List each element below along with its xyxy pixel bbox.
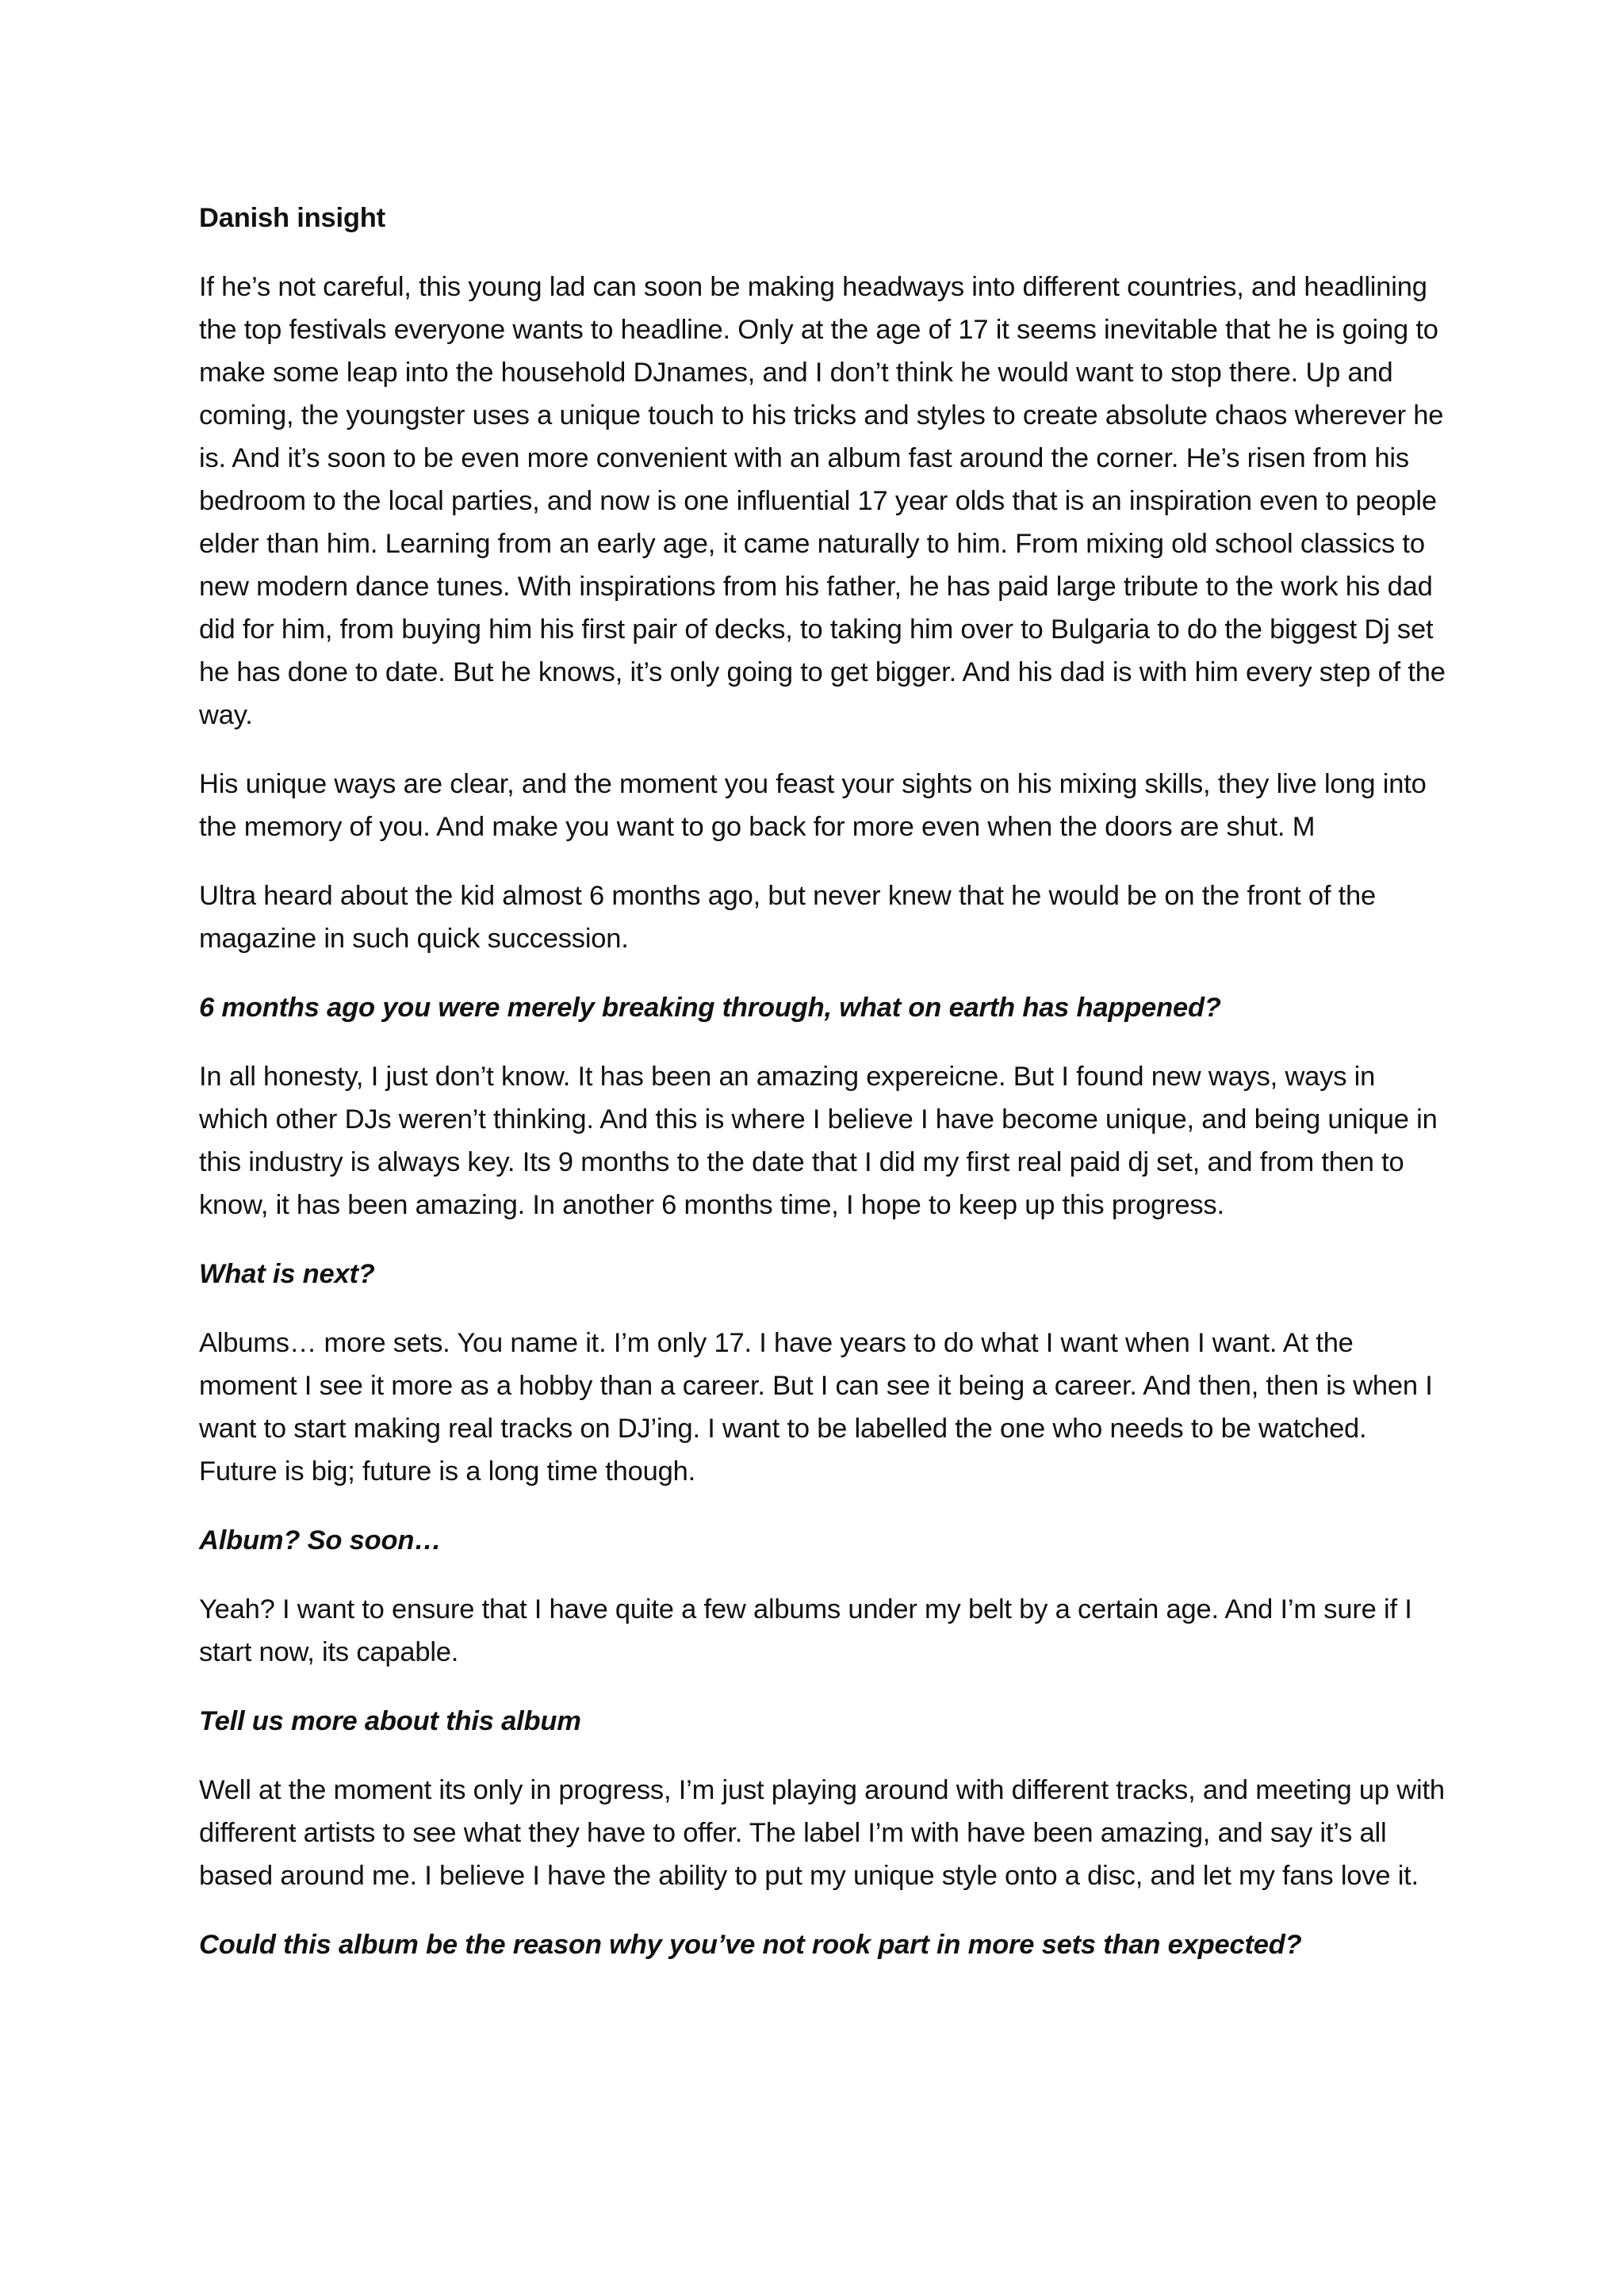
- intro-paragraph: If he’s not careful, this young lad can soon be making headways into different countries, and headlining the top festivals everyone wants to headline. Only at the age of 17 it seems inevitable that he is going to make some leap into the household DJnames, and I don’t think he would want to stop there. Up and coming, the youngster uses a unique touch to his tricks and styles to create absolute chaos wherever he is. And it’s soon to be even more convenient with an album fast around the corner. He’s risen from his bedroom to the local parties, and now is one influential 17 year olds that is an inspiration even to people elder than him. Learning from an early age, it came naturally to him. From mixing old school classics to new modern dance tunes. With inspirations from his father, he has paid large tribute to the work his dad did for him, from buying him his first pair of decks, to taking him over to Bulgaria to do the biggest Dj set he has done to date. But he knows, it’s only going to get bigger. And his dad is with him every step of the way.: [199, 272, 1446, 730]
- interview-answer: In all honesty, I just don’t know. It has been an amazing expereicne. But I found new ways, ways in which other DJs weren’t thinking. And this is where I believe I have become unique, and being unique in this industry is always key. Its 9 months to the date that I did my first real paid dj set, and from then to know, it has been amazing. In another 6 months time, I hope to keep up this progress.: [199, 1062, 1438, 1220]
- document-title: Danish insight: [199, 203, 385, 233]
- interview-answer: Yeah? I want to ensure that I have quite a few albums under my belt by a certain age. And I’m sure if I start now, its capable.: [199, 1594, 1412, 1667]
- interview-question: Could this album be the reason why you’ve not rook part in more sets than expected?: [199, 1930, 1302, 1960]
- interview-answer: Albums… more sets. You name it. I’m only 17. I have years to do what I want when I want. At the moment I see it more as a hobby than a career. But I can see it being a career. And then, then is when I want to start making real tracks on DJ’ing. I want to be labelled the one who needs to be watched. Future is big; future is a long time though.: [199, 1328, 1433, 1487]
- document-page: [199, 197, 1448, 1992]
- body-paragraph: His unique ways are clear, and the moment you feast your sights on his mixing skills, they live long into the memory of you. And make you want to go back for more even when the doors are shut. M: [199, 769, 1427, 842]
- interview-question: Tell us more about this album: [199, 1706, 581, 1736]
- interview-question: What is next?: [199, 1259, 375, 1289]
- interview-question: Album? So soon…: [199, 1525, 442, 1556]
- body-paragraph: Ultra heard about the kid almost 6 months ago, but never knew that he would be on the front of the magazine in such quick succession.: [199, 881, 1376, 954]
- interview-question: 6 months ago you were merely breaking through, what on earth has happened?: [199, 993, 1221, 1023]
- interview-answer: Well at the moment its only in progress, I’m just playing around with different tracks, and meeting up with different artists to see what they have to offer. The label I’m with have been amazing, and say it’s all based around me. I believe I have the ability to put my unique style onto a disc, and let my fans love it.: [199, 1775, 1445, 1891]
